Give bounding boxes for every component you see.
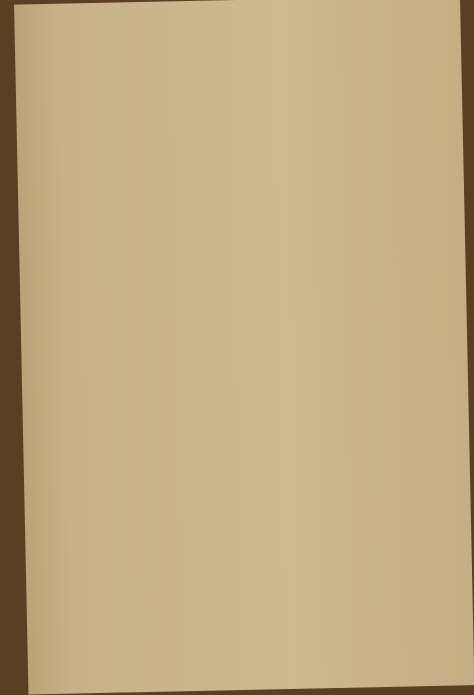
book-page	[14, 0, 474, 695]
table-of-contents	[48, 6, 438, 34]
culture-sections	[48, 6, 438, 14]
continued-entries	[48, 6, 438, 14]
part-title	[49, 26, 439, 34]
education-sections	[49, 26, 439, 34]
